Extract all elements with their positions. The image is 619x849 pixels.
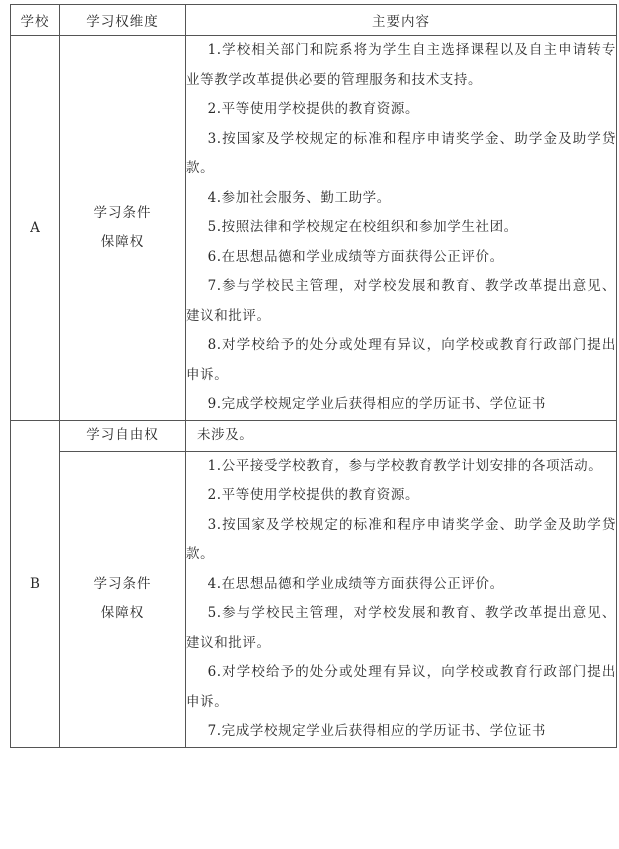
table-row-school-b-conditions (11, 451, 617, 747)
student-rights-table (10, 4, 617, 748)
dimension-line: 保障权 (100, 605, 145, 621)
dimension-line: 学习条件 (93, 204, 152, 221)
header-content: 主要内容 (186, 5, 617, 36)
dimension-cell-b-freedom (60, 420, 186, 451)
table-row-school-a (11, 36, 617, 421)
dimension-line: 保障权 (100, 233, 145, 250)
header-row (11, 5, 617, 36)
header-school: 学校 (11, 5, 60, 36)
content-item: 4.参加社会服务、勤工助学。 (207, 189, 391, 206)
content-item: 3.按国家及学校规定的标准和程序申请奖学金、助学金及助学贷款。 (186, 130, 616, 176)
content-item: 2.平等使用学校提供的教育资源。 (207, 101, 420, 117)
content-item: 未涉及。 (197, 426, 254, 443)
content-item: 7.参与学校民主管理，对学校发展和教育、教学改革提出意见、建议和批评。 (186, 278, 616, 324)
content-item: 9.完成学校规定学业后获得相应的学历证书、学位证书 (207, 396, 546, 412)
content-item: 2.平等使用学校提供的教育资源。 (207, 487, 420, 503)
content-item: 6.对学校给予的处分或处理有异议，向学校或教育行政部门提出申诉。 (186, 664, 616, 710)
dimension-cell-b-conditions (60, 451, 186, 747)
table-row-school-b-freedom (11, 420, 617, 451)
content-item: 7.完成学校规定学业后获得相应的学历证书、学位证书 (207, 723, 546, 739)
content-item: 6.在思想品德和学业成绩等方面获得公正评价。 (207, 248, 504, 265)
content-item: 3.按国家及学校规定的标准和程序申请奖学金、助学金及助学贷款。 (186, 516, 616, 562)
dimension-cell-a-conditions (60, 36, 186, 421)
dimension-line: 学习自由权 (86, 427, 159, 443)
content-item: 5.参与学校民主管理，对学校发展和教育、教学改革提出意见、建议和批评。 (186, 605, 616, 651)
school-cell-a: A (11, 36, 60, 421)
content-item: 5.按照法律和学校规定在校组织和参加学生社团。 (207, 219, 518, 235)
dimension-line: 学习条件 (93, 576, 152, 592)
school-cell-b: B (11, 420, 60, 747)
content-cell-b-conditions (186, 451, 617, 747)
content-item: 1.公平接受学校教育，参与学校教育教学计划安排的各项活动。 (207, 457, 603, 474)
header-dimension: 学习权维度 (60, 5, 186, 36)
content-cell-a-conditions (186, 36, 617, 421)
content-item: 8.对学校给予的处分或处理有异议，向学校或教育行政部门提出申诉。 (186, 337, 616, 383)
content-item: 4.在思想品德和学业成绩等方面获得公正评价。 (207, 575, 504, 592)
content-cell-b-freedom (186, 420, 617, 451)
content-item: 1.学校相关部门和院系将为学生自主选择课程以及自主申请转专业等教学改革提供必要的管理服务和技术支持。 (186, 42, 616, 88)
